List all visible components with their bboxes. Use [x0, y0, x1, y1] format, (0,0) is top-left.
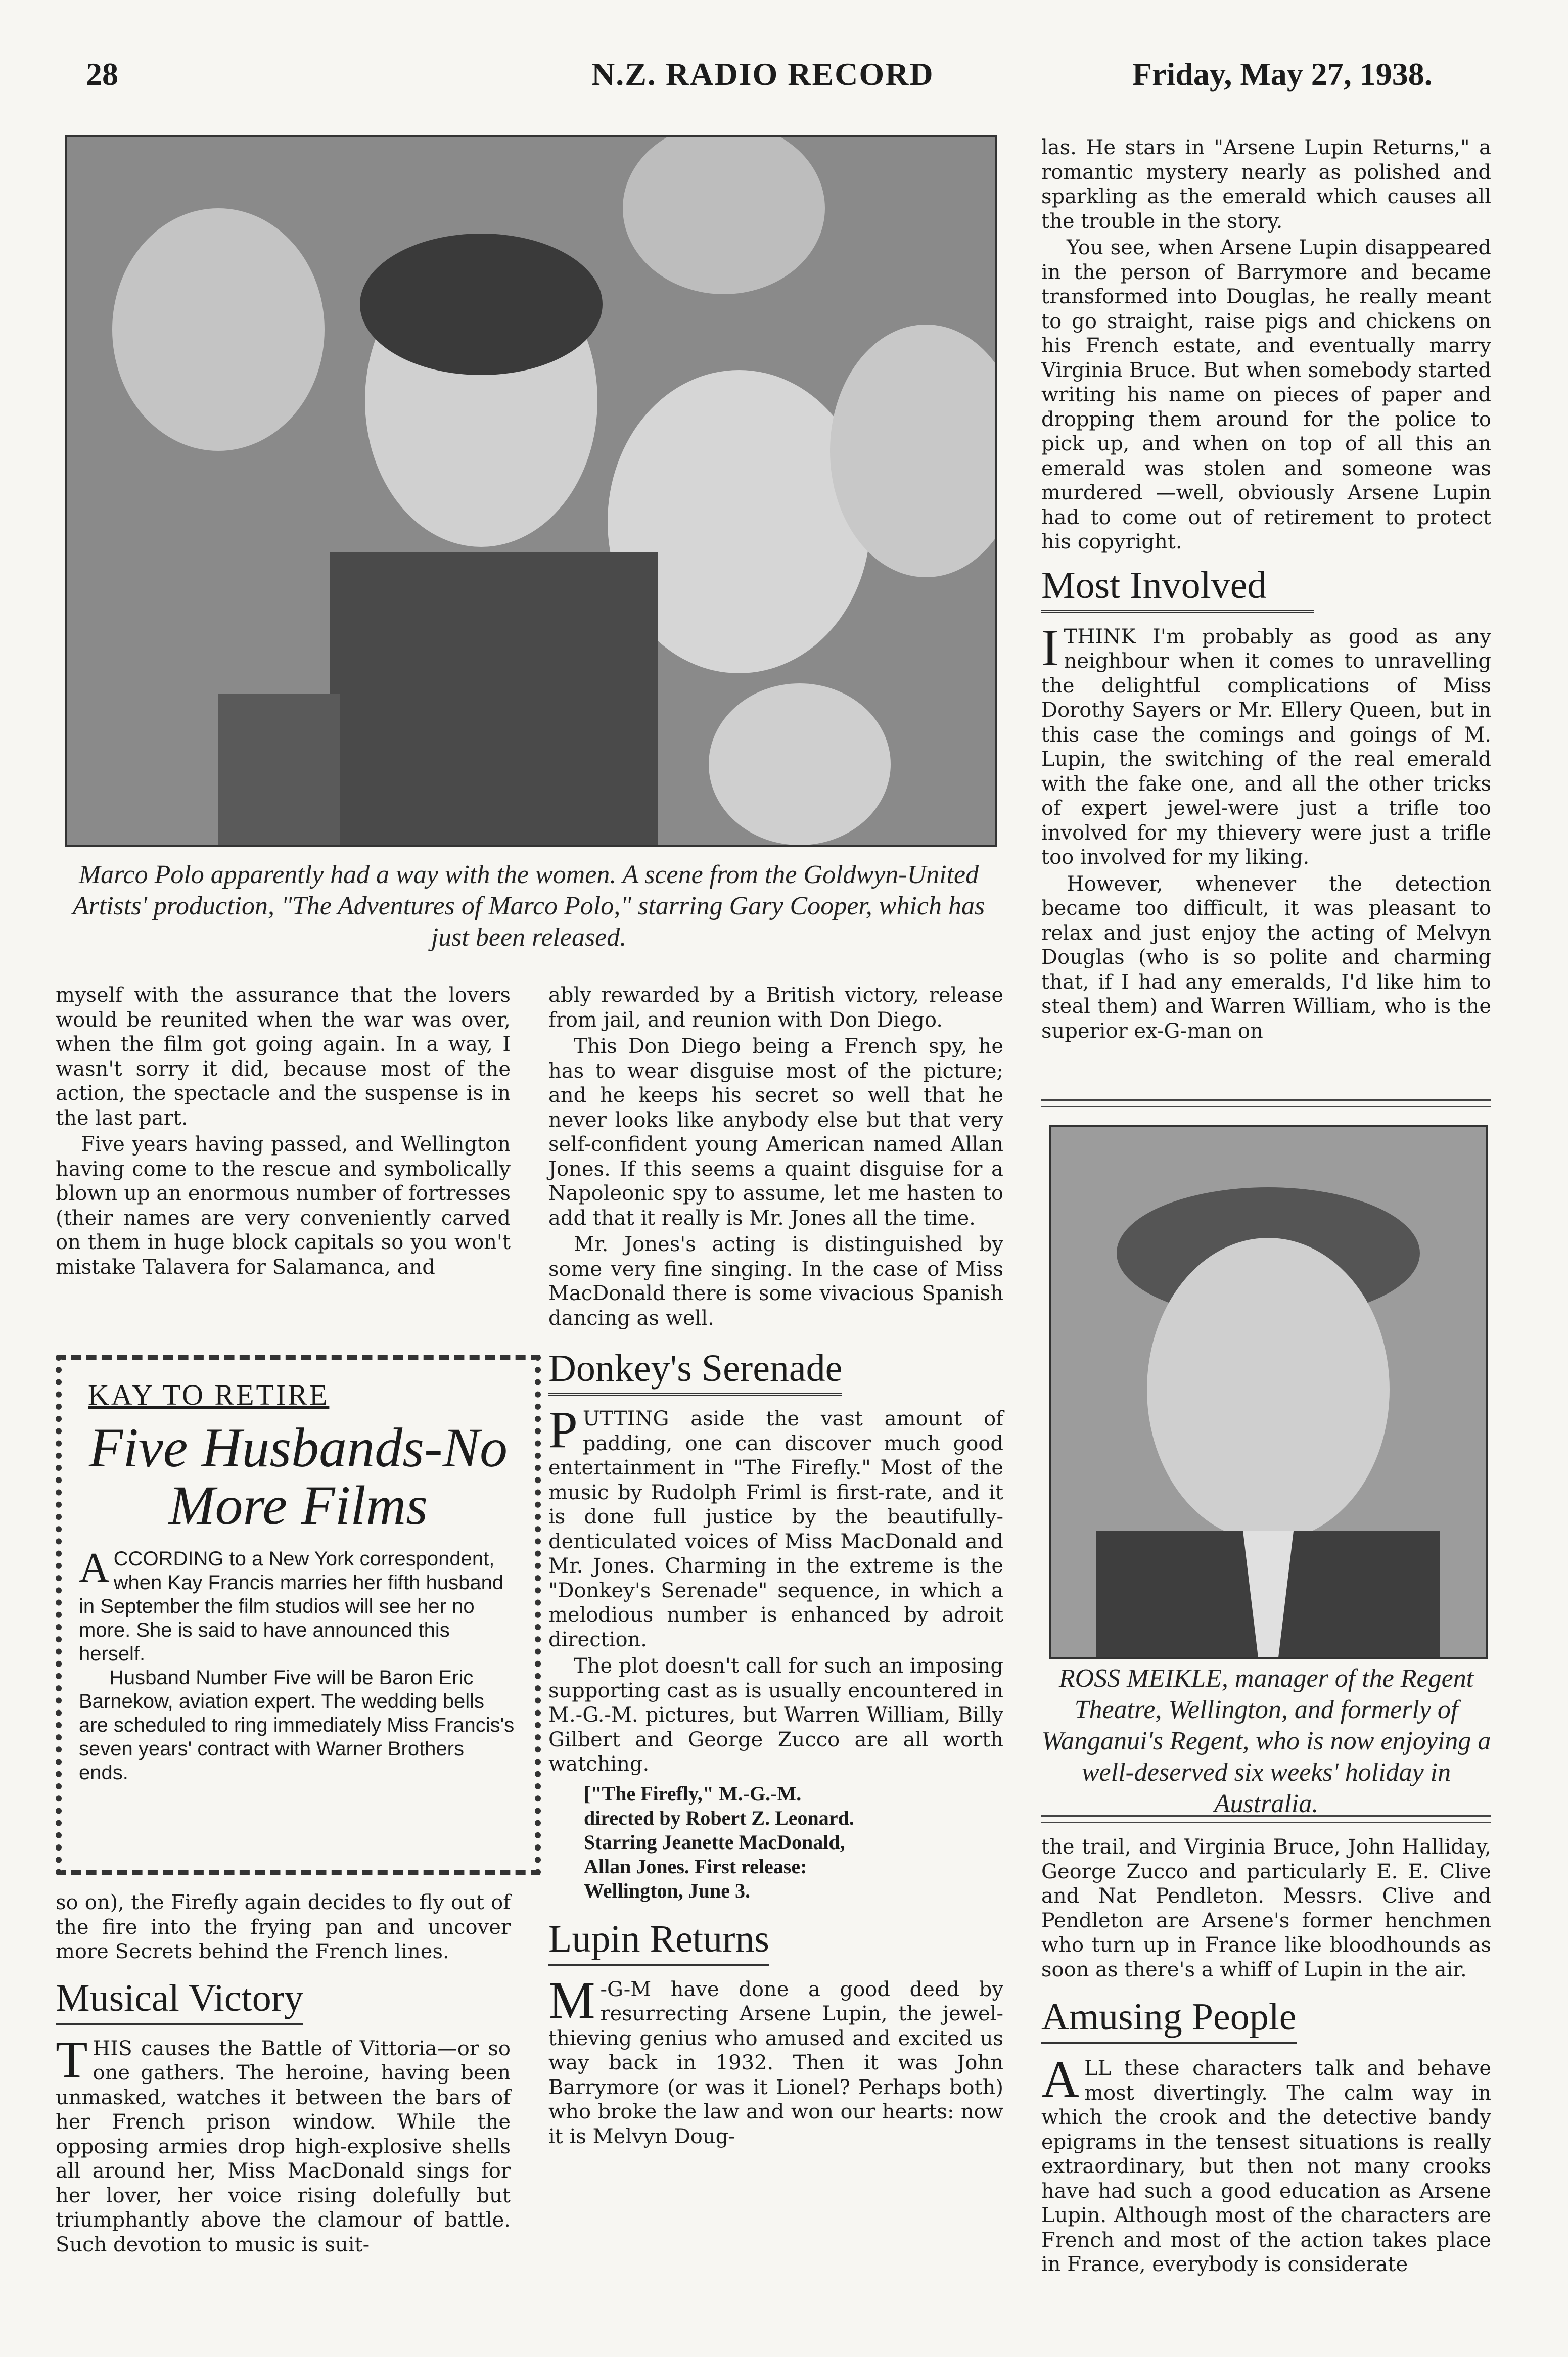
paragraph: -G-M have done a good deed by resurrecting Arsene Lupin, the jewel-thieving genius who amused and excited us way back in 1932. Then it was John Barrymore (or was it Lionel? Perhaps both) who broke the law and won our hearts: now it is Melvyn Doug- — [548, 1977, 1003, 2148]
paragraph: ably rewarded by a British victory, release from jail, and reunion with Don Diego. — [548, 984, 1003, 1032]
paragraph: myself with the assurance that the lovers would be reunited when the war was over, when the film got going again. In a way, I wasn't sorry it did, because most of the action, the spectacle and the suspense is in the last part. — [56, 984, 511, 1130]
paragraph: THINK I'm probably as good as any neighbour when it comes to unravelling the delightful complications of Miss Dorothy Sayers or Mr. Ellery Queen, but in this case the comings and goings of M. Lupin, the switching of the real emerald with the fake one, and all the other tricks of expert jewel-were just a trifle too involved for my thievery were just a trifle too involved for my liking. — [1041, 625, 1491, 869]
paragraph: Husband Number Five will be Baron Eric Barnekow, aviation expert. The wedding bells are scheduled to ring immediately Miss Francis's seven years' contract with Warner Brothers ends. — [79, 1667, 515, 1784]
heading-lupin-returns: Lupin Returns — [548, 1916, 769, 1966]
column-3-bottom — [1041, 1835, 1491, 2279]
photo-caption-marco-polo: Marco Polo apparently had a way with the women. A scene from the Goldwyn-United Artists' production, "The Adventures of Marco Polo," starring Gary Cooper, which has just been released. — [72, 860, 985, 952]
paragraph: The plot doesn't call for such an imposing supporting cast as is usually encountered in M.-G.-M. pictures, but Warren William, Billy Gilbert and George Zucco are all worth watching. — [548, 1654, 1003, 1776]
heading-amusing-people: Amusing People — [1041, 1994, 1297, 2044]
column-3-top — [1041, 135, 1491, 1045]
paragraph: CCORDING to a New York correspondent, when Kay Francis marries her fifth husband in September the film studios will see her no more. She is said to have announced this herself. — [79, 1548, 504, 1665]
drop-cap: A — [1041, 2050, 1080, 2108]
sidebar-body — [79, 1544, 518, 1785]
heading-musical-victory: Musical Victory — [56, 1975, 303, 2025]
publication-title: N.Z. RADIO RECORD — [591, 56, 934, 92]
paragraph: the trail, and Virginia Bruce, John Halliday, George Zucco and particularly E. E. Clive and Nat Pendleton. Messrs. Clive and Pendleton are Arsene's former henchmen who turn up in France like bloodhounds as soon as there's a whiff of Lupin in the air. — [1041, 1835, 1491, 1981]
credit-line: Starring Jeanette MacDonald, — [584, 1830, 845, 1854]
paragraph: las. He stars in "Arsene Lupin Returns," a romantic mystery nearly as polished and sparkling as the emerald which causes all the trouble in the story. — [1041, 136, 1491, 233]
drop-cap: T — [56, 2030, 88, 2089]
photo-caption-ross-meikle: ROSS MEIKLE, manager of the Regent Theatre, Wellington, and formerly of Wanganui's Regent, who is now enjoying a well-deserved six weeks' holiday in Australia. — [1041, 1664, 1491, 1818]
paragraph: LL these characters talk and behave most divertingly. The calm way in which the crook and the detective bandy epigrams in the tensest situations is really extraordinary, but then not many crooks have had such a good education as Arsene Lupin. Although most of the characters are French and most of the action takes place in France, everybody is considerate — [1041, 2057, 1491, 2276]
paragraph: You see, when Arsene Lupin disappeared in the person of Barrymore and became transformed into Douglas, he really meant to go straight, raise pigs and chickens on his French estate, and eventually marry Virginia Bruce. But when somebody started writing his name on pieces of paper and dropping them around for the police to pick up, and when on top of all this an emerald was stolen and someone was murdered —well, obviously Arsene Lupin had to come out of retirement to protect his copyright. — [1041, 236, 1491, 553]
drop-cap: I — [1041, 618, 1059, 677]
film-credit — [548, 1782, 1003, 1903]
heading-donkeys-serenade: Donkey's Serenade — [548, 1346, 842, 1396]
paragraph: UTTING aside the vast amount of padding, one can discover much good entertainment in "The Firefly." Most of the music by Rudolph Friml is first-rate, and it is done full justice by the beautifully-denticulated voices of Miss MacDonald and Mr. Jones. Charming in the extreme is the "Donkey's Serenade" sequence, in which a melodious number is enhanced by adroit direction. — [548, 1407, 1003, 1651]
credit-line: Allan Jones. First release: — [584, 1855, 807, 1878]
column-1-bottom — [56, 1890, 511, 2259]
page-number: 28 — [86, 56, 118, 92]
paragraph: HIS causes the Battle of Vittoria—or so one gathers. The heroine, having been unmasked, watches it between the bars of her French prison window. While the opposing armies drop high-explosive shells all around her, Miss MacDonald sings for her lover, her voice rising dolefully but triumphantly above the clamour of battle. Such devotion to music is suit- — [56, 2037, 511, 2256]
paragraph: This Don Diego being a French spy, he has to wear disguise most of the picture; and he keeps his secret so well that he never looks like anybody else but that very self-confident young American named Allan Jones. If this seems a quaint disguise for a Napoleonic spy to assume, let me hasten to add that it really is Mr. Jones all the time. — [548, 1035, 1003, 1230]
divider — [1041, 1815, 1491, 1823]
credit-line: Wellington, June 3. — [584, 1879, 750, 1902]
column-2 — [548, 983, 1003, 2151]
column-1-top — [56, 983, 511, 1281]
paragraph: so on), the Firefly again decides to fly out of the fire into the frying pan and uncover more Secrets behind the French lines. — [56, 1891, 511, 1963]
paragraph: Five years having passed, and Wellington having come to the rescue and symbolically blown up an enormous number of fortresses (their names are very conveniently carved on them in huge block capitals so you won't mistake Talavera for Salamanca, and — [56, 1133, 511, 1279]
marco-polo-photo — [65, 135, 997, 847]
kay-francis-sidebar — [56, 1355, 541, 1875]
drop-cap: M — [548, 1971, 595, 2029]
sidebar-title: Five Husbands-No More Films — [89, 1417, 508, 1536]
issue-date: Friday, May 27, 1938. — [1132, 56, 1433, 92]
divider — [1041, 1099, 1491, 1107]
paragraph: However, whenever the detection became too difficult, it was pleasant to relax and just enjoy the acting of Melvyn Douglas (who is so polite and charming that, if I had any emeralds, I'd like him to steal them) and Warren William, who is the superior ex-G-man on — [1041, 872, 1491, 1043]
heading-most-involved: Most Involved — [1041, 563, 1314, 613]
paragraph: Mr. Jones's acting is distinguished by some very fine singing. In the case of Miss MacDonald there is some vivacious Spanish dancing as well. — [548, 1233, 1003, 1330]
ross-meikle-portrait — [1049, 1125, 1488, 1659]
portrait-illustration — [1051, 1127, 1486, 1657]
photo-illustration — [67, 137, 995, 845]
drop-cap: P — [548, 1401, 578, 1459]
sidebar-kicker: KAY TO RETIRE — [88, 1378, 330, 1411]
drop-cap: A — [79, 1544, 110, 1591]
credit-line: ["The Firefly," M.-G.-M. — [584, 1782, 802, 1805]
credit-line: directed by Robert Z. Leonard. — [584, 1806, 854, 1829]
